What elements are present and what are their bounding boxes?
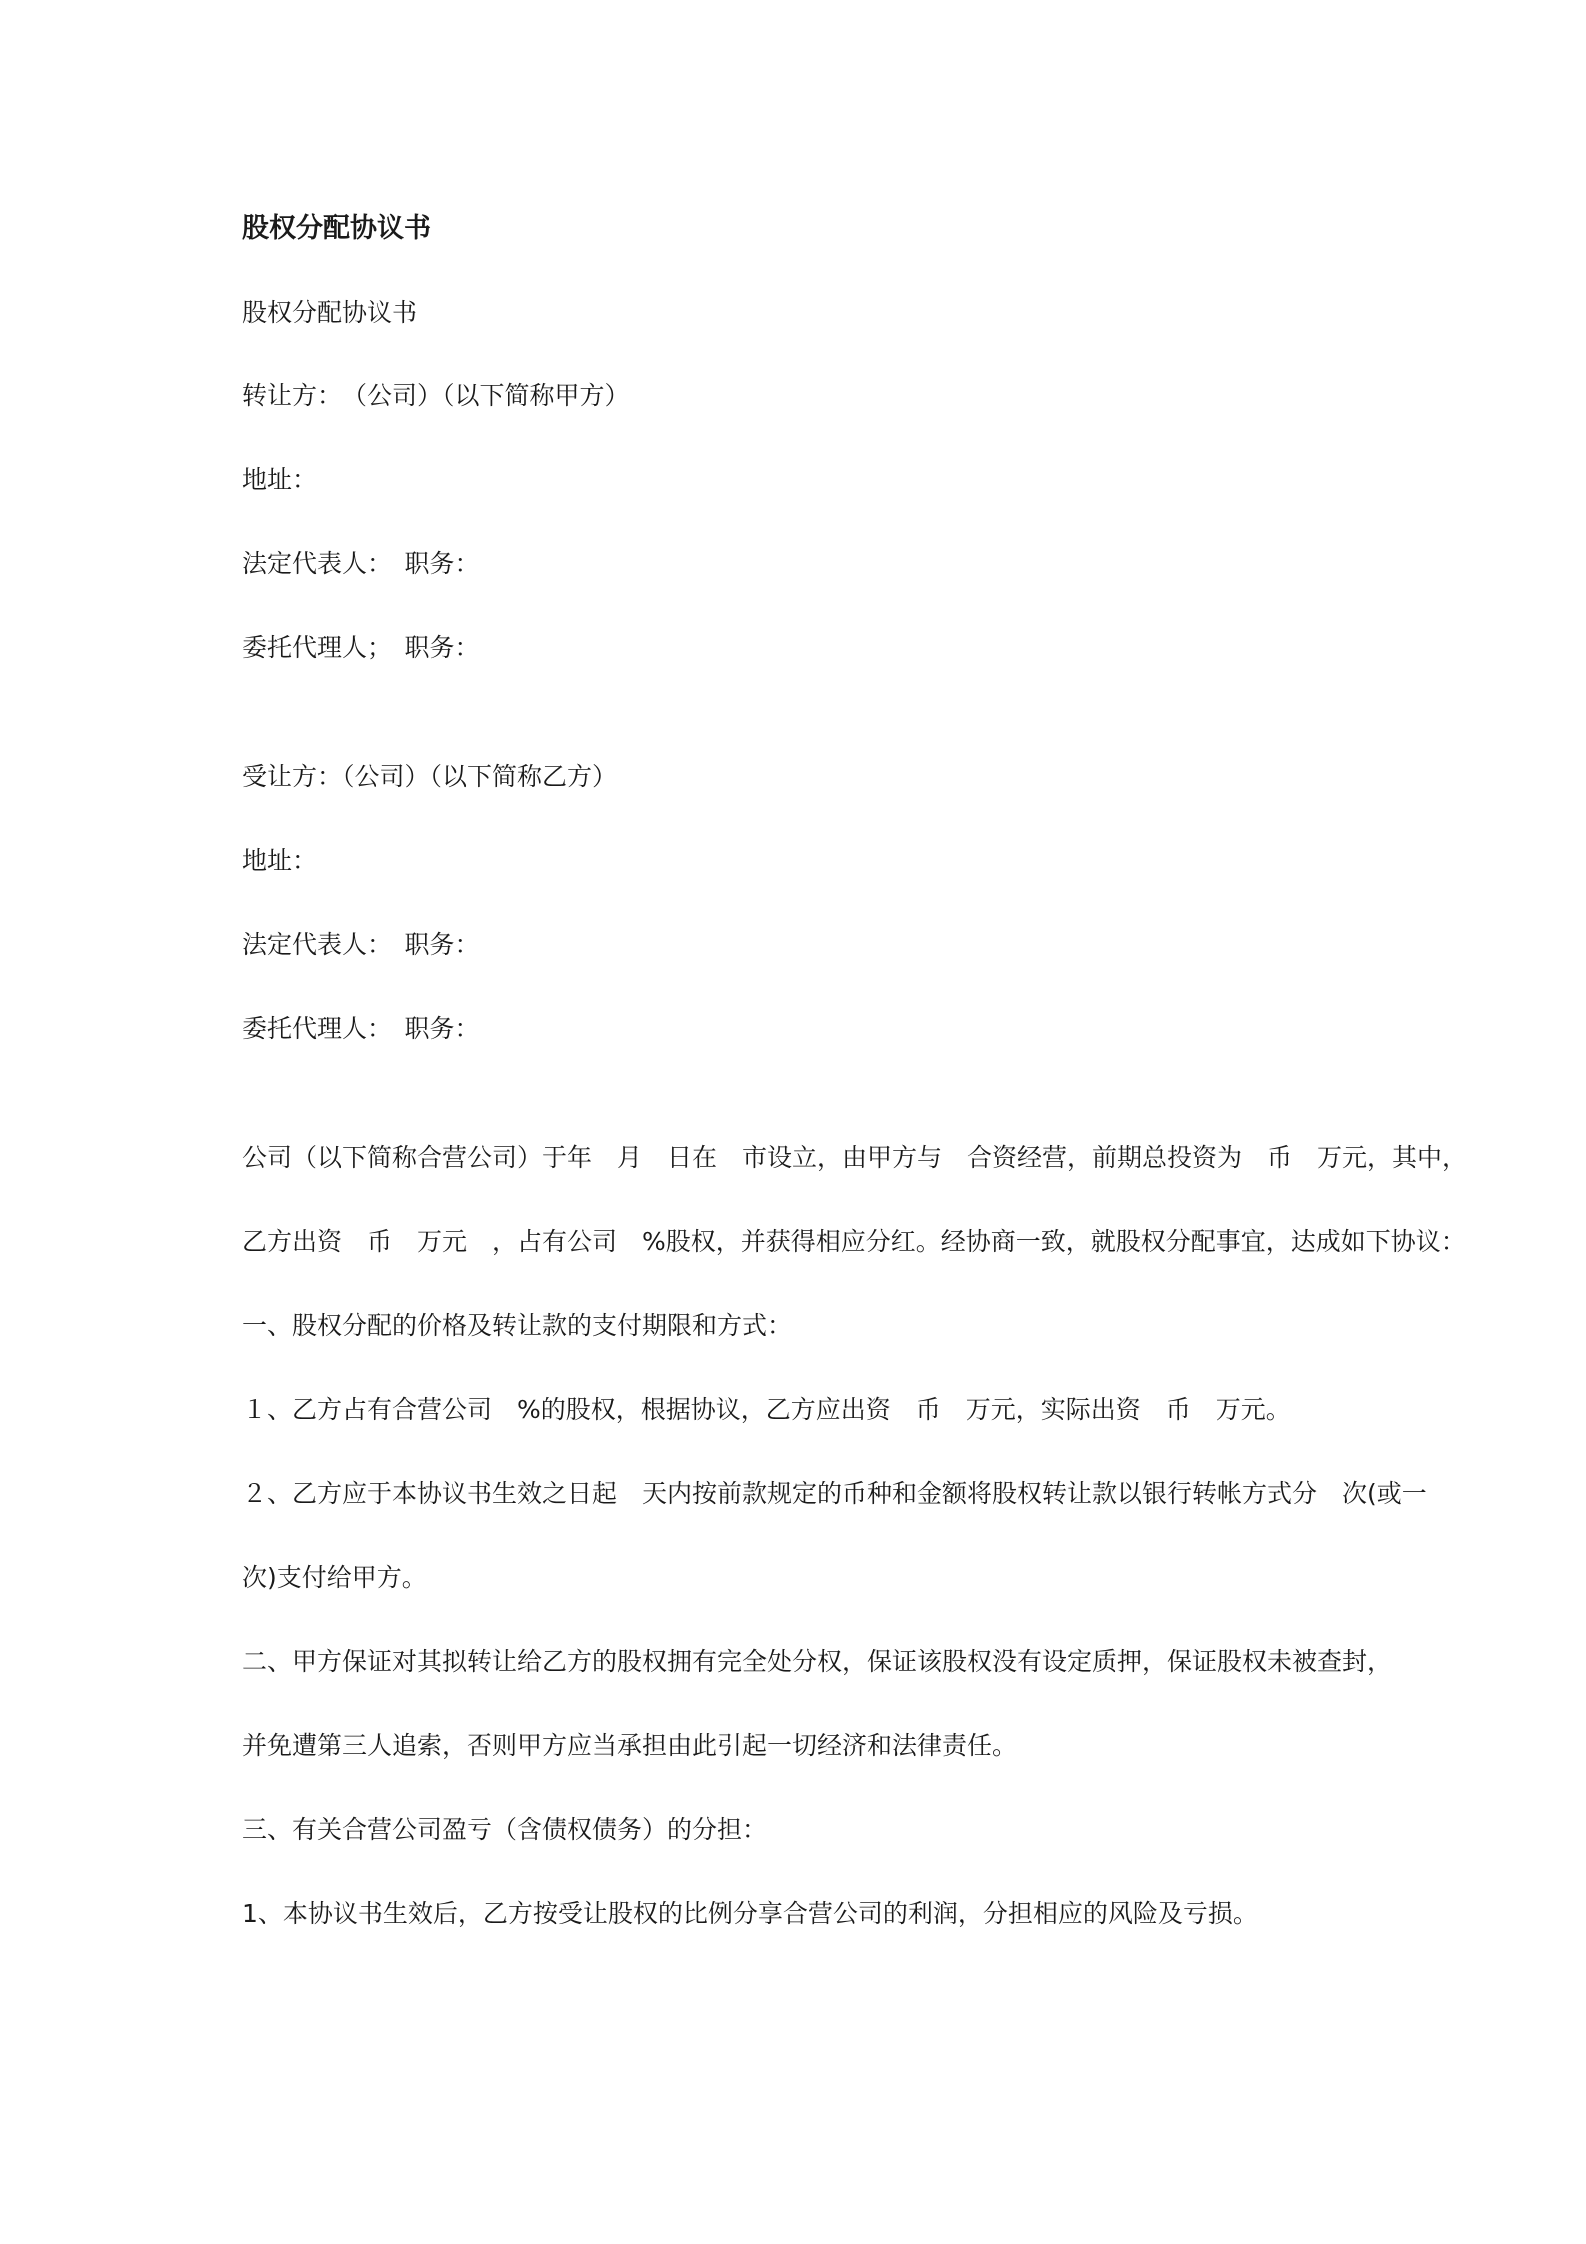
transferee-party-line: 受让方：（公司）（以下简称乙方）: [242, 762, 618, 791]
body-line: １、乙方占有合营公司 %的股权，根据协议，乙方应出资 币 万元，实际出资 币 万元。: [242, 1395, 1291, 1424]
transferor-agent: 委托代理人； 职务：: [242, 633, 480, 662]
transferee-legal-rep: 法定代表人： 职务：: [242, 930, 480, 959]
body-line: 次)支付给甲方。: [242, 1563, 427, 1592]
body-line: 公司（以下简称合营公司）于年 月 日在 市设立，由甲方与 合资经营，前期总投资为 币 万元，其中，: [242, 1143, 1468, 1172]
body-line: 并免遭第三人追索，否则甲方应当承担由此引起一切经济和法律责任。: [242, 1731, 1018, 1760]
body-line: 三、有关合营公司盈亏（含债权债务）的分担：: [242, 1815, 768, 1844]
body-line: 二、甲方保证对其拟转让给乙方的股权拥有完全处分权，保证该股权没有设定质押，保证股权未被查封，: [242, 1647, 1393, 1676]
document-subtitle: 股权分配协议书: [242, 298, 418, 327]
body-line: 一、股权分配的价格及转让款的支付期限和方式：: [242, 1311, 793, 1340]
body-line: ２、乙方应于本协议书生效之日起 天内按前款规定的币种和金额将股权转让款以银行转帐方式分 次(或一: [242, 1479, 1427, 1508]
transferee-address: 地址：: [242, 846, 318, 875]
body-line: 1、本协议书生效后，乙方按受让股权的比例分享合营公司的利润，分担相应的风险及亏损。: [242, 1899, 1258, 1928]
transferor-address: 地址：: [242, 465, 318, 494]
transferee-agent: 委托代理人： 职务：: [242, 1014, 480, 1043]
document-title: 股权分配协议书: [242, 213, 431, 244]
body-line: 乙方出资 币 万元 ，占有公司 %股权，并获得相应分红。经协商一致，就股权分配事宜，达成如下协议：: [242, 1227, 1466, 1256]
transferor-legal-rep: 法定代表人： 职务：: [242, 549, 480, 578]
transferor-party-line: 转让方： （公司）（以下简称甲方）: [242, 381, 630, 410]
